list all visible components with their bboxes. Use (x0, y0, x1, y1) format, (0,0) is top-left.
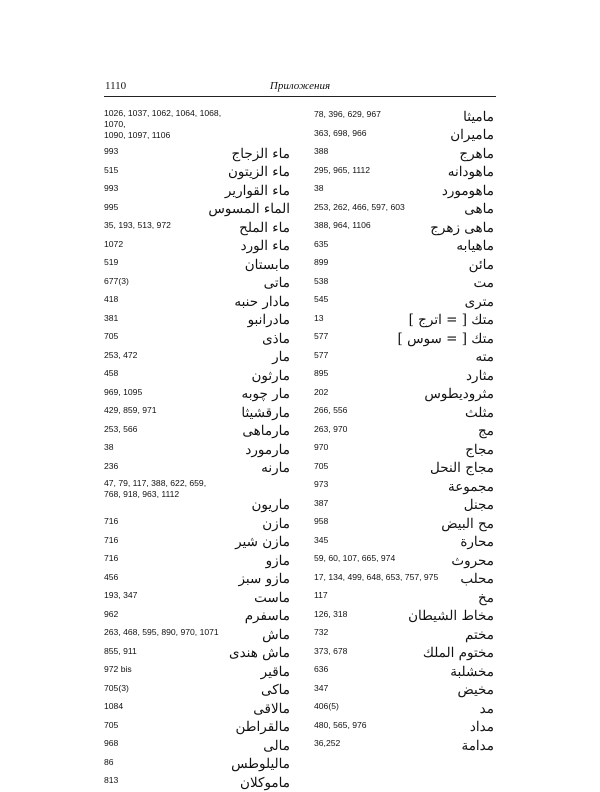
index-entry (104, 625, 290, 644)
page-references: 677(3) (104, 275, 129, 286)
index-entry (314, 551, 494, 570)
index-entry (314, 496, 494, 515)
page-references: 86 (104, 756, 114, 767)
page-references: 373, 678 (314, 645, 348, 656)
arabic-term: مابستان (244, 256, 290, 273)
index-entry (314, 736, 494, 755)
arabic-term: ماذى (262, 330, 290, 347)
index-entry (314, 311, 494, 330)
arabic-term: مادار حنبه (234, 293, 290, 310)
arabic-term: مد (479, 700, 494, 717)
page-references: 1072 (104, 238, 124, 249)
index-entry (314, 533, 494, 552)
arabic-term: ماريون (251, 497, 290, 513)
index-entry (104, 218, 290, 237)
page-references: 705(3) (104, 682, 129, 693)
arabic-term: مجنل (463, 497, 494, 513)
page-references: 388, 964, 1106 (314, 220, 371, 230)
arabic-term: مثروديطوس (424, 386, 494, 402)
index-entry (314, 403, 494, 422)
index-column-right (314, 107, 494, 755)
arabic-term: مدامة (461, 737, 494, 754)
arabic-term: ماسفرم (244, 608, 290, 624)
arabic-term: ماموكلان (240, 774, 290, 791)
page-references: 263, 970 (314, 423, 348, 434)
arabic-term: ماقير (260, 663, 290, 680)
index-entry (104, 514, 290, 533)
page-references: 895 (314, 368, 329, 378)
arabic-term: مداد (469, 719, 494, 735)
page-references: 387 (314, 497, 329, 508)
index-entry (104, 181, 290, 200)
arabic-term: ماء القوارير (224, 182, 290, 199)
page-references: 193, 347 (104, 590, 138, 600)
index-entry (314, 237, 494, 256)
page-references: 38 (314, 183, 324, 193)
page-references: 962 (104, 608, 119, 619)
index-entry (104, 773, 290, 792)
arabic-term: ماست (254, 589, 290, 606)
index-entry (314, 329, 494, 348)
arabic-term: مت (473, 275, 494, 291)
arabic-term: ماهودانه (447, 164, 494, 180)
page-references: 515 (104, 164, 119, 175)
index-entry (314, 255, 494, 274)
index-entry (314, 625, 494, 644)
arabic-term: ماء الزيتون (227, 164, 290, 180)
arabic-term: ماء الورد (240, 238, 290, 254)
page-references: 995 (104, 201, 119, 212)
arabic-term: مار چوبه (241, 386, 290, 402)
index-entry (104, 718, 290, 737)
page-references: 236 (104, 460, 119, 471)
arabic-term: ماش هندى (229, 645, 290, 661)
page-references: 295, 965, 1112 (314, 164, 371, 175)
index-entry (104, 237, 290, 256)
index-entry (104, 274, 290, 293)
index-entry (104, 292, 290, 311)
page-references: 519 (104, 257, 119, 267)
arabic-term: مارنه (261, 460, 290, 476)
index-entry (104, 607, 290, 626)
arabic-term: مختوم الملك (422, 645, 494, 661)
arabic-term: مترى (464, 293, 494, 310)
page-references: 969, 1095 (104, 386, 143, 397)
page-references: 1026, 1037, 1062, 1064, 1068, 1070, 1090, 1097, 1106 (104, 108, 222, 140)
index-entry (314, 662, 494, 681)
index-entry (104, 200, 290, 219)
arabic-term: مته (475, 349, 494, 365)
arabic-term: ماكى (260, 682, 290, 698)
page-references: 813 (104, 775, 119, 785)
page-references: 17, 134, 499, 648, 653, 757, 975 (314, 571, 439, 582)
arabic-term: ماهيابه (456, 238, 494, 254)
page-references: 899 (314, 257, 329, 267)
arabic-term: ماهى (464, 201, 494, 217)
page-references: 458 (104, 368, 119, 378)
page-references: 253, 262, 466, 597, 603 (314, 201, 405, 212)
page-references: 855, 911 (104, 645, 137, 656)
arabic-term: مائن (468, 256, 494, 273)
arabic-term: ماهومورد (441, 182, 494, 199)
index-entry (314, 385, 494, 404)
index-entry (104, 163, 290, 182)
page-references: 381 (104, 312, 119, 323)
index-entry (314, 422, 494, 441)
arabic-term: متك [ = اترج ] (408, 312, 494, 328)
arabic-term: الماء المسوس (208, 201, 290, 217)
index-entry (104, 736, 290, 755)
page-references: 266, 556 (314, 405, 348, 415)
page-references: 13 (314, 312, 324, 323)
page-references: 705 (314, 460, 329, 471)
arabic-term: مجاج (465, 441, 494, 458)
page-references: 406(5) (314, 701, 339, 711)
index-entry (314, 459, 494, 478)
index-entry (104, 403, 290, 422)
page-references: 35, 193, 513, 972 (104, 220, 171, 230)
page-references: 36,252 (314, 738, 341, 748)
page-references: 47, 79, 117, 388, 622, 659, 768, 918, 963, 1112 (104, 478, 207, 499)
index-entry (104, 422, 290, 441)
page-references: 253, 472 (104, 349, 138, 360)
index-entry (314, 440, 494, 459)
page-references: 538 (314, 275, 329, 286)
arabic-term: محلب (460, 571, 494, 587)
arabic-term: مازن (262, 515, 290, 532)
arabic-term: مخ (478, 589, 494, 606)
page-references: 716 (104, 553, 119, 563)
arabic-term: ماء الزجاج (231, 145, 290, 162)
page-references: 705 (104, 719, 119, 730)
page-references: 126, 318 (314, 608, 348, 619)
page-references: 970 (314, 442, 329, 452)
index-entry (314, 588, 494, 607)
arabic-term: مازو سبز (238, 571, 290, 587)
index-entry (314, 144, 494, 163)
page-references: 418 (104, 294, 119, 304)
page-references: 968 (104, 738, 119, 748)
index-entry (104, 533, 290, 552)
index-column-left (104, 107, 290, 792)
arabic-term: مادرانبو (247, 312, 290, 328)
index-entry (104, 570, 290, 589)
page-references: 1084 (104, 701, 124, 711)
page-references: 973 (314, 479, 329, 489)
arabic-term: مالقراطن (235, 719, 290, 735)
header-rule (104, 96, 496, 97)
index-entry (104, 366, 290, 385)
page-references: 347 (314, 682, 329, 693)
index-entry (104, 255, 290, 274)
arabic-term: مثلث (464, 404, 494, 421)
page-references: 993 (104, 183, 119, 193)
index-entry (104, 459, 290, 478)
page-references: 732 (314, 627, 329, 637)
arabic-term: ماهرج (459, 145, 494, 162)
page-references: 456 (104, 571, 119, 582)
arabic-term: ماتى (263, 275, 290, 291)
index-entry (104, 144, 290, 163)
index-entry (104, 477, 290, 514)
index-entry (314, 163, 494, 182)
page-references: 263, 468, 595, 890, 970, 1071 (104, 627, 219, 637)
index-entry (104, 440, 290, 459)
page-references: 202 (314, 386, 329, 397)
arabic-term: ماميران (450, 127, 494, 143)
page-references: 388 (314, 146, 329, 156)
page-number: 1110 (105, 80, 127, 92)
page-references: 705 (104, 331, 119, 341)
page-references: 993 (104, 146, 119, 156)
index-entry (104, 755, 290, 774)
arabic-term: مخيض (457, 682, 494, 698)
arabic-term: مخشلبة (450, 663, 494, 680)
index-entry (104, 385, 290, 404)
index-entry (314, 644, 494, 663)
arabic-term: مالاقى (253, 700, 290, 717)
page-references: 958 (314, 516, 329, 526)
arabic-term: ماليلوطس (231, 756, 290, 772)
arabic-term: ماء الملح (239, 219, 290, 236)
arabic-term: مج (478, 423, 494, 439)
arabic-term: مخاط الشيطان (408, 608, 494, 624)
arabic-term: مجموعة (447, 478, 494, 495)
index-entry (314, 274, 494, 293)
page-references: 117 (314, 590, 328, 600)
index-entry (104, 348, 290, 367)
index-entry (314, 718, 494, 737)
arabic-term: مارمورد (245, 441, 290, 458)
index-entry (314, 107, 494, 126)
arabic-term: ماش (262, 626, 290, 643)
index-entry (104, 662, 290, 681)
page-references: 577 (314, 331, 329, 341)
arabic-term: مح البيض (441, 515, 494, 532)
page-references: 577 (314, 349, 329, 360)
index-entry (314, 477, 494, 496)
index-entry (314, 366, 494, 385)
page-references: 38 (104, 442, 114, 452)
arabic-term: مالى (263, 737, 290, 754)
arabic-term: مازن شير (235, 534, 290, 550)
arabic-term: محارة (460, 534, 494, 550)
arabic-term: مارماهى (242, 423, 290, 439)
index-entry (104, 699, 290, 718)
arabic-term: ماميثا (463, 108, 494, 125)
arabic-term: مجاج النحل (430, 460, 494, 476)
running-head: Приложения (269, 80, 331, 92)
index-entry (314, 699, 494, 718)
arabic-term: مثارد (466, 367, 494, 384)
page-references: 59, 60, 107, 665, 974 (314, 553, 396, 563)
index-entry (104, 311, 290, 330)
page-references: 253, 566 (104, 423, 138, 434)
index-entry (104, 588, 290, 607)
page-references: 972 bis (104, 664, 132, 674)
page-references: 636 (314, 664, 329, 674)
index-entry (314, 514, 494, 533)
page-references: 545 (314, 294, 329, 304)
index-entry (314, 200, 494, 219)
index-entry (104, 681, 290, 700)
page-references: 635 (314, 238, 329, 249)
index-entry (104, 551, 290, 570)
index-entry (314, 570, 494, 589)
index-entry (104, 107, 290, 144)
index-entry (104, 644, 290, 663)
index-entry (314, 181, 494, 200)
page-references: 480, 565, 976 (314, 719, 367, 730)
page-references: 716 (104, 534, 119, 545)
arabic-term: ماهى زهرج (430, 219, 494, 236)
page-references: 363, 698, 966 (314, 127, 367, 138)
index-entry (314, 218, 494, 237)
arabic-term: مازو (265, 552, 290, 569)
arabic-term: محروث (451, 552, 494, 569)
page-references: 78, 396, 629, 967 (314, 109, 381, 119)
index-entry (104, 329, 290, 348)
index-entry (314, 348, 494, 367)
index-entry (314, 607, 494, 626)
arabic-term: مار (272, 349, 290, 365)
page-references: 429, 859, 971 (104, 405, 157, 415)
arabic-term: مارثون (251, 367, 290, 384)
page-references: 345 (314, 534, 329, 545)
page-references: 716 (104, 516, 119, 526)
index-entry (314, 292, 494, 311)
index-entry (314, 681, 494, 700)
index-entry (314, 126, 494, 145)
arabic-term: مارقشيثا (241, 404, 290, 421)
arabic-term: مختم (464, 626, 494, 643)
arabic-term: متك [ = سوس ] (397, 330, 494, 347)
